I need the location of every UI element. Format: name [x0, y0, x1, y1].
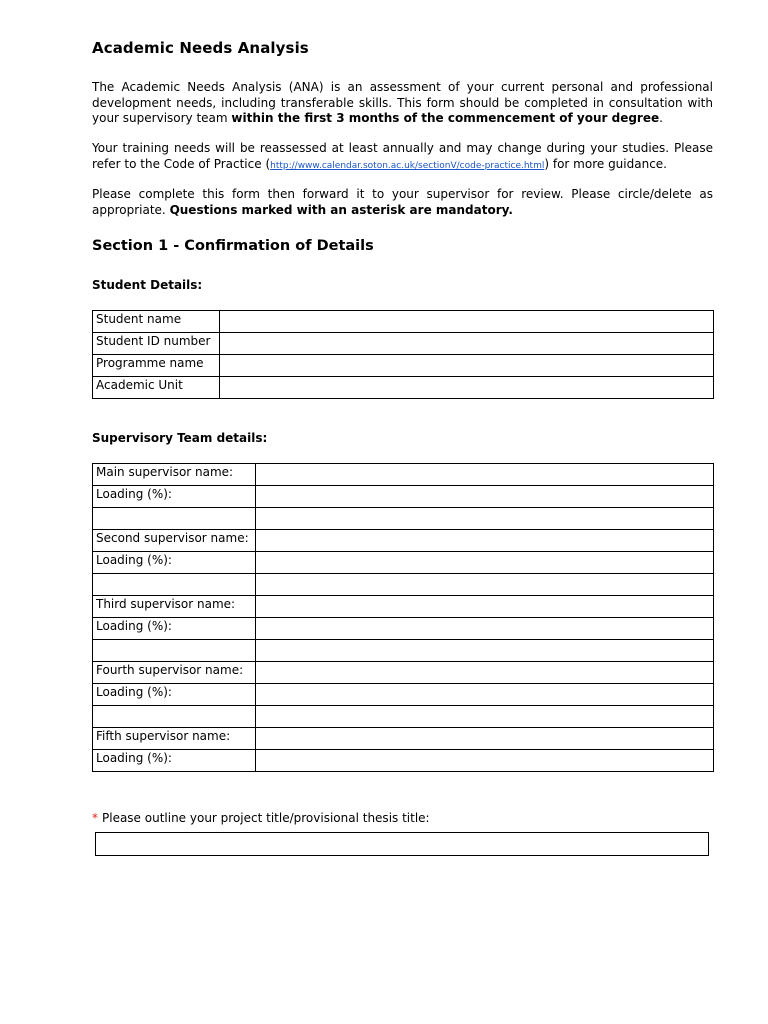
project-title-label: Please outline your project title/provisional thesis title: [102, 811, 430, 825]
supervisor-row [93, 464, 714, 486]
supervisor-row [93, 530, 714, 552]
student-row-label: Student ID number [93, 333, 220, 355]
intro-p1-text: The Academic Needs Analysis (ANA) is an assessment of your current personal and professional development needs, including transferable skills. This form should be completed in consultation with your supervisory team [92, 80, 713, 125]
supervisor-row-label: Main supervisor name: [93, 464, 256, 486]
supervisor-row-label: Loading (%): [93, 486, 256, 508]
intro-paragraph-3 [92, 187, 713, 218]
intro-p1-end: . [659, 111, 663, 125]
section-1-heading: Section 1 - Confirmation of Details [92, 238, 374, 254]
supervisor-row-value-field[interactable] [256, 530, 714, 552]
student-row-value-field[interactable] [220, 311, 714, 333]
supervisor-row [93, 574, 714, 596]
student-row-label: Programme name [93, 355, 220, 377]
supervisor-row-label [93, 706, 256, 728]
student-row-value-field[interactable] [220, 333, 714, 355]
intro-p2-end: ) for more guidance. [544, 156, 667, 171]
supervisor-row-label: Third supervisor name: [93, 596, 256, 618]
supervisor-row [93, 618, 714, 640]
supervisor-row-label [93, 640, 256, 662]
supervisor-row [93, 640, 714, 662]
supervisor-row-label: Fifth supervisor name: [93, 728, 256, 750]
supervisor-row-value-field[interactable] [256, 750, 714, 772]
supervisor-row-label: Second supervisor name: [93, 530, 256, 552]
student-details-table [92, 310, 714, 399]
student-row-value-field[interactable] [220, 377, 714, 399]
supervisor-row-value-field[interactable] [256, 508, 714, 530]
supervisor-row-label: Loading (%): [93, 750, 256, 772]
supervisory-team-table [92, 463, 714, 772]
supervisor-row [93, 728, 714, 750]
supervisor-row [93, 662, 714, 684]
project-title-input[interactable] [95, 832, 709, 856]
supervisor-row-value-field[interactable] [256, 596, 714, 618]
intro-p1-bold: within the first 3 months of the commencement of your degree [231, 111, 660, 125]
supervisor-row-value-field[interactable] [256, 640, 714, 662]
intro-paragraph-2 [92, 141, 713, 174]
supervisor-row [93, 684, 714, 706]
supervisory-team-heading: Supervisory Team details: [92, 431, 268, 445]
project-title-question [92, 811, 430, 825]
student-row-label: Student name [93, 311, 220, 333]
supervisor-row [93, 508, 714, 530]
student-row-label: Academic Unit [93, 377, 220, 399]
mandatory-asterisk: * [92, 811, 98, 825]
code-of-practice-link[interactable]: http://www.calendar.soton.ac.uk/sectionV/code-practice.html [270, 160, 545, 171]
supervisor-row-value-field[interactable] [256, 662, 714, 684]
student-row-value-field[interactable] [220, 355, 714, 377]
supervisor-row-value-field[interactable] [256, 684, 714, 706]
supervisor-row-value-field[interactable] [256, 464, 714, 486]
document-title: Academic Needs Analysis [92, 39, 309, 57]
supervisor-row-value-field[interactable] [256, 552, 714, 574]
student-row [93, 311, 714, 333]
student-row [93, 333, 714, 355]
supervisor-row-label [93, 574, 256, 596]
supervisor-row [93, 486, 714, 508]
supervisor-row-value-field[interactable] [256, 618, 714, 640]
supervisor-row-label [93, 508, 256, 530]
supervisor-row-label: Fourth supervisor name: [93, 662, 256, 684]
supervisor-row [93, 706, 714, 728]
intro-p3-text: Please complete this form then forward it to your supervisor for review. Please circle/delete as appropriate. [92, 187, 713, 217]
supervisor-row-label: Loading (%): [93, 552, 256, 574]
supervisor-row-label: Loading (%): [93, 684, 256, 706]
supervisor-row [93, 596, 714, 618]
supervisor-row [93, 750, 714, 772]
supervisor-row-value-field[interactable] [256, 728, 714, 750]
student-row [93, 377, 714, 399]
intro-paragraph-1 [92, 80, 713, 127]
supervisor-row-value-field[interactable] [256, 486, 714, 508]
student-details-heading: Student Details: [92, 278, 203, 292]
supervisor-row-value-field[interactable] [256, 706, 714, 728]
supervisor-row-label: Loading (%): [93, 618, 256, 640]
student-row [93, 355, 714, 377]
supervisor-row [93, 552, 714, 574]
intro-p3-bold: Questions marked with an asterisk are mandatory. [169, 202, 513, 217]
intro-p2-text: Your training needs will be reassessed at least annually and may change during your studies. Please refer to the Code of Practice ( [92, 141, 713, 171]
supervisor-row-value-field[interactable] [256, 574, 714, 596]
